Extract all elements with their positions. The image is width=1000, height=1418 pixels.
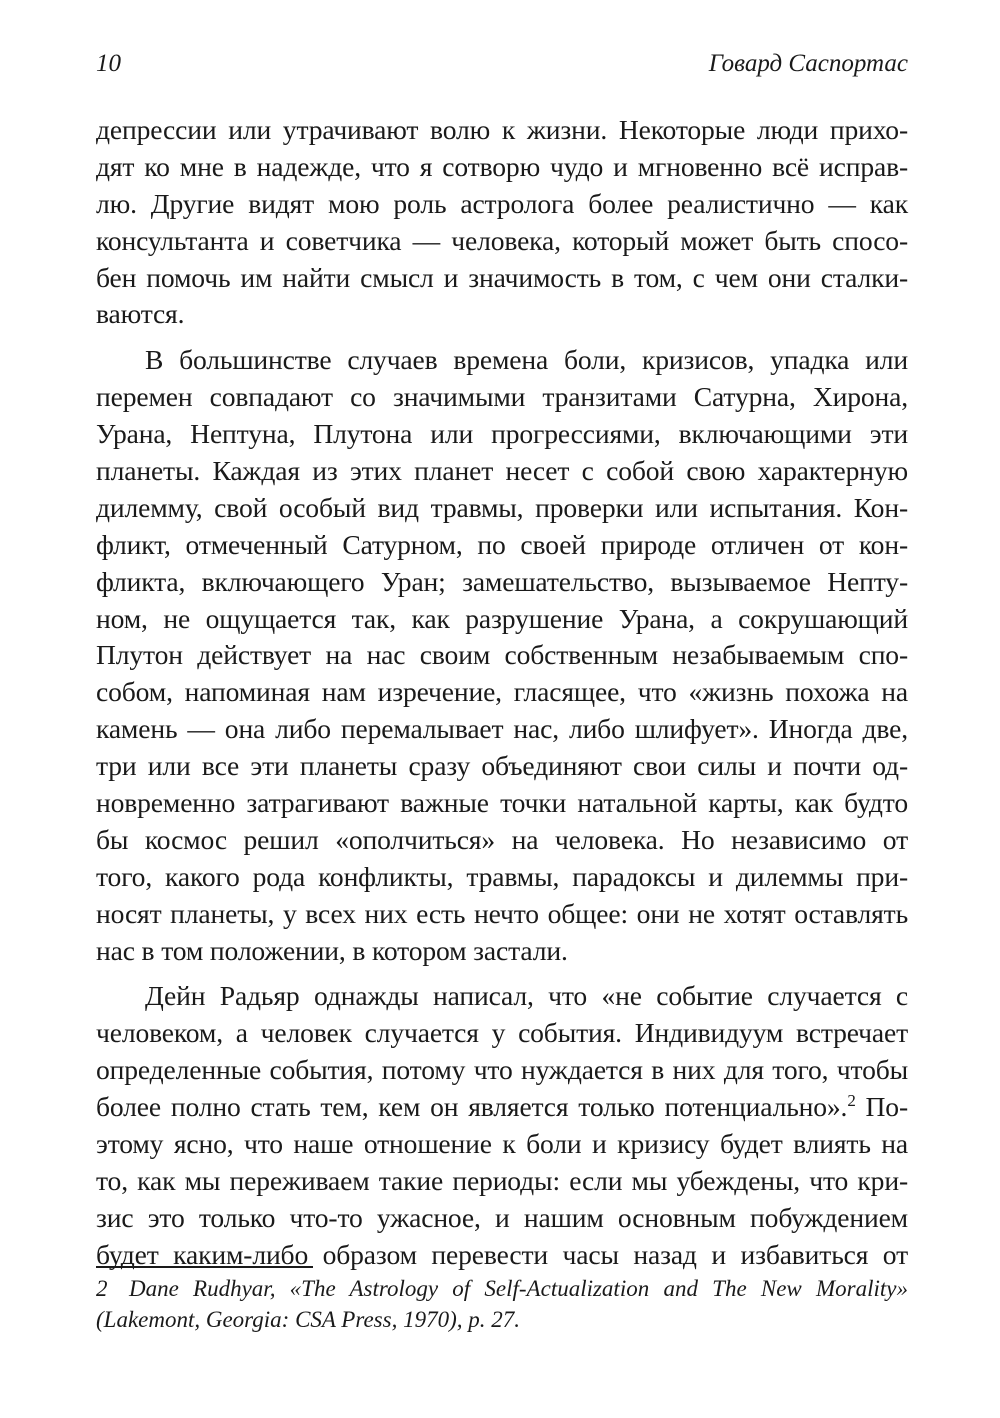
footnote-line: (Lakemont, Georgia: CSA Press, 1970), p. 27. xyxy=(96,1307,520,1332)
text-line: определенные события, потому что нуждается в них для того, чтобы xyxy=(96,1054,908,1086)
text-line: будет каким-либо образом перевести часы назад и избавиться от xyxy=(96,1238,908,1270)
text-line: лю. Другие видят мою роль астролога более реалистично — как xyxy=(96,187,908,219)
text-line: этому ясно, что наше отношение к боли и кризису будет влиять на xyxy=(96,1128,908,1160)
text-line: новременно затрагивают важные точки натальной карты, как будто xyxy=(96,787,908,819)
text-line: камень — она либо перемалывает нас, либо шлифует». Иногда две, xyxy=(96,713,908,745)
footnote-text: Dane Rudhyar, «The Astrology of Self-Actualization and The New Morality» xyxy=(129,1276,908,1301)
text-line: человеком, а человек случается у события. Индивидуум встречает xyxy=(96,1017,908,1049)
text-line: нас в том положении, в котором застали. xyxy=(96,934,568,966)
text-segment: По- xyxy=(855,1091,908,1123)
text-line: Дейн Радьяр однажды написал, что «не событие случается с xyxy=(145,980,908,1012)
text-line: фликт, отмеченный Сатурном, по своей природе отличен от кон- xyxy=(96,528,908,560)
page-number: 10 xyxy=(96,50,121,77)
footnote-number: 2 xyxy=(96,1276,108,1301)
text-line: собом, напоминая нам изречение, гласящее, что «жизнь похожа на xyxy=(96,676,908,708)
footnotes xyxy=(96,1273,908,1335)
text-line: того, какого рода конфликты, травмы, парадоксы и дилеммы при- xyxy=(96,860,908,892)
text-line: планеты. Каждая из этих планет несет с собой свою характерную xyxy=(96,455,908,487)
text-line: ном, не ощущается так, как разрушение Урана, а сокрушающий xyxy=(96,602,908,634)
text-line-with-footnote xyxy=(96,1089,908,1126)
running-title: Говард Саспортас xyxy=(708,50,908,77)
running-head xyxy=(96,44,908,84)
text-line: дилемму, свой особый вид травмы, проверки или испытания. Кон- xyxy=(96,491,908,523)
text-line: ваются. xyxy=(96,298,185,330)
paragraph xyxy=(96,342,908,969)
paragraph xyxy=(96,978,908,1273)
paragraph xyxy=(96,112,908,333)
text-line: дят ко мне в надежде, что я сотворю чудо и мгновенно всё исправ- xyxy=(96,150,908,182)
text-segment: более полно стать тем, кем он является только потенциально». xyxy=(96,1091,848,1123)
text-line: консультанта и советчика — человека, который может быть спосо- xyxy=(96,224,908,256)
text-line: бы космос решил «ополчиться» на человека. Но независимо от xyxy=(96,823,908,855)
text-line: фликта, включающего Уран; замешательство, вызываемое Непту- xyxy=(96,565,908,597)
text-line: перемен совпадают со значимыми транзитами Сатурна, Хирона, xyxy=(96,381,908,413)
text-line: то, как мы переживаем такие периоды: если мы убеждены, что кри- xyxy=(96,1164,908,1196)
text-line: депрессии или утрачивают волю к жизни. Некоторые люди прихо- xyxy=(96,114,908,145)
text-line: зис это только что-то ужасное, и нашим основным побуждением xyxy=(96,1201,908,1233)
footnote-line xyxy=(96,1273,908,1304)
text-line: три или все эти планеты сразу объединяют свои силы и почти од- xyxy=(96,750,908,782)
body-text xyxy=(96,112,908,1274)
text-line: В большинстве случаев времена боли, кризисов, упадка или xyxy=(145,344,908,376)
text-line: носят планеты, у всех них есть нечто общее: они не хотят оставлять xyxy=(96,897,908,929)
text-line: бен помочь им найти смысл и значимость в том, с чем они сталки- xyxy=(96,261,908,293)
footnote-separator xyxy=(96,1266,313,1268)
text-line: Урана, Нептуна, Плутона или прогрессиями, включающими эти xyxy=(96,418,908,450)
text-line: Плутон действует на нас своим собственным незабываемым спо- xyxy=(96,639,908,671)
footnote-reference[interactable]: 2 xyxy=(847,1090,856,1110)
